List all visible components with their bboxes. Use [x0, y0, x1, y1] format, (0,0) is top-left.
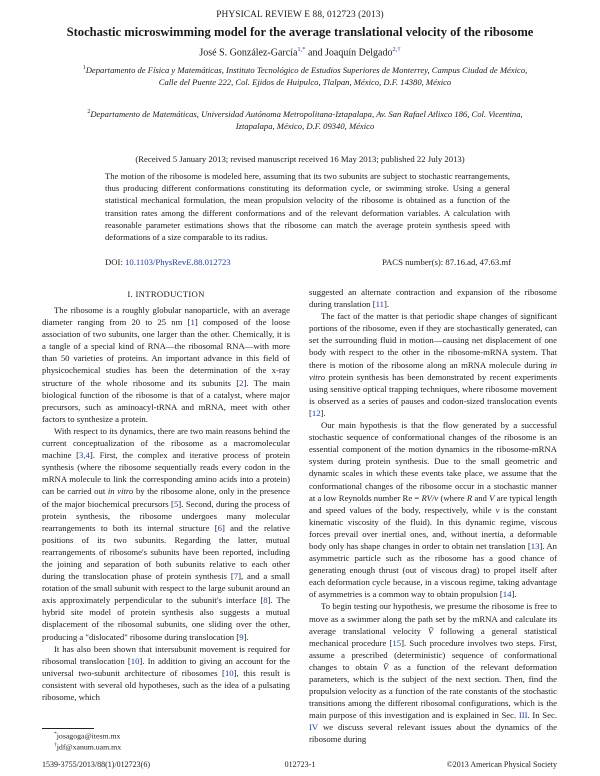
author-separator: and	[305, 47, 325, 59]
section-link[interactable]: III	[518, 710, 528, 721]
footnote-2-mark: †	[54, 742, 57, 748]
affiliation-1	[70, 62, 540, 88]
citation-link[interactable]: 2	[239, 377, 244, 388]
citation-link[interactable]: 10	[224, 667, 234, 678]
citation-link[interactable]: 6	[217, 522, 222, 533]
doi-link[interactable]: 10.1103/PhysRevE.88.012723	[125, 257, 231, 267]
paragraph: With respect to its dynamics, there are two main reasons behind the current conceptualization of the ribosome as a macromolecular machine [3,4]. First, the complex and iterative process of protein synthesis (where the ribosome sequentially reads every codon in the mRNA molecule to link the corresponding amino acids into a protein) can be carried out in vitro by the ribosome alone, only in the presence of the major biochemical precursors [5]. Second, during the process of protein synthesis, the ribosome undergoes many molecular rearrangements to both its internal structure [6] and the relative positions of its two subunits. Regarding the latter, mutual rearrangements of ribosome's subunits have been reported, including the joining and separation of both subunits relative to each other during the translocation phase of protein synthesis [7], and a small rotation of the small subunit with respect to the large subunit around an axis approximately perpendicular to the subunit's interface [8]. The hybrid site model of protein synthesis also suggests a mutual displacement of the ribosomal subunits, one sliding over the other, producing a "dislocated" ribosome during translocation [9].	[42, 425, 290, 642]
footnote-rule	[42, 728, 94, 729]
paragraph: To begin testing our hypothesis, we presume the ribosome is free to move as a swimmer along the path set by the mRNA and calculate its average translational velocity V̄ following a general statistical mechanical procedure [15]. Such procedure involves two steps. First, assume a prescribed (deterministic) sequence of conformational changes to obtain V̄ as a function of the relevant deformation parameters, which is the subject of the next section. Then, find the propulsion velocity as a function of the rate constants of the stochastic transitions among the different ribosomal configurations, which is the main purpose of this investigation and is explained in Sec. III. In Sec. IV we discuss several relevant issues about the dynamics of the ribosome during	[309, 601, 558, 745]
author-1-marks[interactable]: 1,*	[297, 46, 306, 53]
paragraph: It has also been shown that intersubunit movement is required for ribosomal translocation [10]. In addition to giving an account for the universal two-subunit architecture of ribosomes [10], this result is consistent with several old hypotheses, such as the idea of a pulsating ribosome, which	[42, 643, 290, 702]
affiliation-2	[70, 106, 540, 132]
citation-link[interactable]: 9	[239, 631, 244, 642]
paragraph: The ribosome is a roughly globular nanoparticle, with an average diameter ranging from 20 to 25 nm [1] composed of the loose association of two subunits, one larger than the other. Chemically, it is a tangle of a special kind of RNA—the ribosomal RNA—with more than 50 varieties of proteins. An important advance in this field of physicochemical studies has been the determination of the x-ray structure of the whole ribosome and its subunits [2]. The main biological function of the ribosome is that of a catalyst, where major precursors, such as aminoacyl-tRNA and mRNA, meet with other factors to synthesize a protein.	[42, 305, 290, 424]
footer-issn: 1539-3755/2013/88(1)/012723(6)	[42, 760, 150, 769]
citation-link[interactable]: 11	[375, 299, 384, 310]
pacs-numbers: PACS number(s): 87.16.ad, 47.63.mf	[381, 257, 511, 267]
footnote-1	[54, 731, 120, 741]
footnote-1-mark: *	[54, 731, 57, 737]
paragraph: The fact of the matter is that periodic shape changes of significant portions of the ribosome, even if they are stochastically generated, can set the surrounding fluid in motion—causing net displacement of one body with respect to the other in the ribosome-mRNA system. That there is motion of the ribosome along an mRNA molecule during in vitro protein synthesis has been demonstrated by recent experiments using sensitive optical trapping techniques, where ribosome movement is observed as a series of pauses and codon-sized translocation events [12].	[309, 311, 557, 418]
footer-page-number: 012723-1	[284, 760, 316, 769]
author-line	[40, 46, 560, 58]
right-column	[309, 286, 557, 746]
citation-link[interactable]: 14	[502, 589, 512, 600]
footer-copyright: ©2013 American Physical Society	[446, 760, 557, 769]
affiliation-1-number: 1	[82, 65, 86, 71]
left-column	[42, 304, 290, 703]
section-heading: I. INTRODUCTION	[127, 289, 205, 299]
running-head: PHYSICAL REVIEW E 88, 012723 (2013)	[216, 10, 384, 20]
affiliation-1-line-2: Calle del Puente 222, Col. Ejidos de Huipulco, Tlalpan, México, D.F. 14380, México	[158, 77, 452, 88]
citation-link[interactable]: 15	[392, 637, 402, 648]
citation-link[interactable]: 3,4	[79, 450, 90, 461]
citation-link[interactable]: 12	[311, 407, 321, 418]
citation-link[interactable]: 13	[530, 540, 540, 551]
footnote-1-email[interactable]: josagoga@itesm.mx	[56, 731, 121, 741]
author-2-marks[interactable]: 2,†	[392, 46, 401, 53]
footnote-2	[54, 742, 121, 752]
doi-label: DOI:	[105, 257, 123, 267]
footnote-2-email[interactable]: jdf@xanum.uam.mx	[56, 742, 122, 752]
citation-link[interactable]: 5	[173, 498, 179, 509]
affiliation-2-line-1: Departamento de Matemáticas, Universidad Autónoma Metropolitana-Iztapalapa, Av. San Rafael Atlixco 186, Col. Vicentina,	[90, 108, 523, 119]
article-title: Stochastic microswimming model for the average translational velocity of the ribosome	[66, 25, 534, 39]
abstract: The motion of the ribosome is modeled here, assuming that its two subunits are subject to stochastic rearrangements, thus producing different conformations constituting its deformation cycle, or swimming stroke. Using a general statistical mechanical formulation, the mean propulsion velocity of the ribosome is obtained as a function of the transition rates among the different conformations and of the relevant deformation variables. A calculation with reasonable parameter estimations shows that the ribosome can match the average protein synthesis speed with deformations of a size comparable to its radius.	[105, 171, 510, 243]
citation-link[interactable]: 10	[130, 655, 140, 666]
citation-link[interactable]: 8	[263, 595, 268, 606]
publication-dates: (Received 5 January 2013; revised manuscript received 16 May 2013; published 22 July 2013)	[135, 154, 465, 164]
author-1: José S. González-García	[199, 47, 298, 59]
author-2: Joaquín Delgado	[324, 47, 393, 59]
paragraph: Our main hypothesis is that the flow generated by a successful stochastic sequence of conformational changes of the ribosome is an essential component of the motion dynamics in the ribosome-mRNA system during protein synthesis. Due to the small geometric and dynamic scales in which these events take place, we assume that the conformational changes of the ribosome occur in a stochastic manner at a low Reynolds number Re = RV/ν (where R and V are typical length and speed values of the body, respectively, while ν is the constant kinematic viscosity of the fluid). In this dynamic regime, viscous forces prevail over inertial ones, and, without inertia, a deformable body only has shape changes in order to obtain net translation [13]. An asymmetric particle such as the ribosome has a good chance of generating enough thrust (out of viscous drag) to propel itself after each deformation cycle because, in a viscous regime, taking advantage of asymmetries is a common way to obtain propulsion [14].	[309, 420, 557, 600]
affiliation-2-number: 2	[87, 109, 91, 115]
citation-link[interactable]: 7	[233, 571, 239, 582]
doi	[105, 257, 231, 267]
section-link[interactable]: IV	[309, 722, 319, 733]
citation-link[interactable]: 1	[190, 317, 195, 328]
paragraph: suggested an alternate contraction and expansion of the ribosome during translation [11].	[309, 287, 557, 310]
affiliation-2-line-2: Iztapalapa, México, D.F. 09340, México	[235, 121, 375, 132]
affiliation-1-line-1: Departamento de Física y Matemáticas, Instituto Tecnológico de Estudios Superiores de Monterrey, Campus Ciudad de México,	[85, 64, 528, 75]
